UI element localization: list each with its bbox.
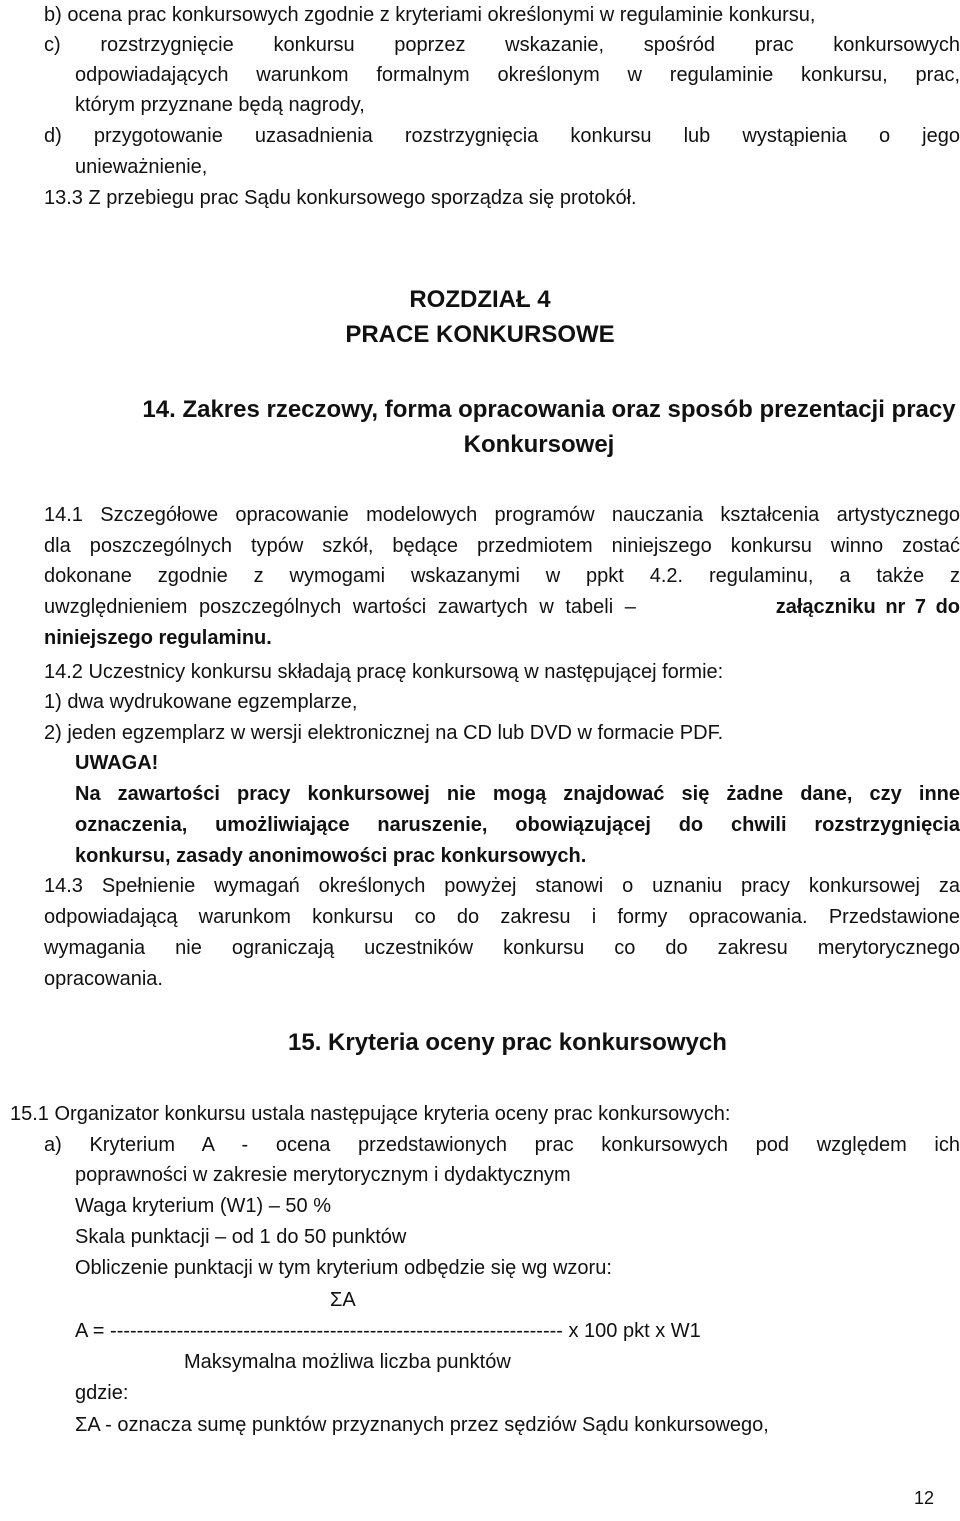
list-item-d-line1: d) przygotowanie uzasadnienia rozstrzygnięcia konkursu lub wystąpienia o jego [44, 125, 960, 147]
sigma-definition: ΣA - oznacza sumę punktów przyznanych przez sędziów Sądu konkursowego, [75, 1414, 769, 1436]
paragraph-14-1-line2: dla poszczególnych typów szkół, będące przedmiotem niniejszego konkursu winno zostać [44, 535, 960, 557]
where-label: gdzie: [75, 1382, 129, 1404]
paragraph-14-1-line1: 14.1 Szczegółowe opracowanie modelowych programów nauczania kształcenia artystycznego [44, 504, 960, 526]
criterion-calculation: Obliczenie punktacji w tym kryterium odbędzie się wg wzoru: [75, 1257, 612, 1279]
list-item-c-line2: odpowiadających warunkom formalnym określonym w regulaminie konkursu, prac, [75, 64, 960, 86]
section-14-heading-line1: 14. Zakres rzeczowy, forma opracowania oraz sposób prezentacji pracy [142, 396, 956, 423]
paragraph-13-3: 13.3 Z przebiegu prac Sądu konkursowego sporządza się protokół. [44, 187, 637, 209]
warning-line3: konkursu, zasady anonimowości prac konkursowych. [75, 845, 587, 867]
warning-line2: oznaczenia, umożliwiające naruszenie, obowiązującej do chwili rozstrzygnięcia [75, 814, 960, 836]
formula-line: A = -------------------------------------------------------------------- x 100 pkt x W1 [75, 1320, 701, 1342]
paragraph-14-3-line3: wymagania nie ograniczają uczestników konkursu co do zakresu merytorycznego [44, 937, 960, 959]
formula-numerator: ΣA [330, 1289, 356, 1311]
paragraph-14-1-line3: dokonane zgodnie z wymogami wskazanymi w ppkt 4.2. regulaminu, a także z [44, 565, 960, 587]
warning-label: UWAGA! [75, 752, 159, 774]
list-item-b: b) ocena prac konkursowych zgodnie z kryteriami określonymi w regulaminie konkursu, [44, 4, 816, 26]
criterion-weight: Waga kryterium (W1) – 50 % [75, 1195, 331, 1217]
list-item-c-line3: którym przyznane będą nagrody, [75, 94, 365, 116]
paragraph-14-3-line4: opracowania. [44, 968, 163, 990]
annex-reference-cont: niniejszego regulaminu. [44, 627, 272, 649]
criterion-a-line2: poprawności w zakresie merytorycznym i dydaktycznym [75, 1164, 571, 1186]
list-item-c-line1: c) rozstrzygnięcie konkursu poprzez wskazanie, spośród prac konkursowych [44, 34, 960, 56]
page-number: 12 [913, 1488, 934, 1508]
paragraph-15-1: 15.1 Organizator konkursu ustala następujące kryteria oceny prac konkursowych: [10, 1103, 731, 1125]
paragraph-14-2-item-1: 1) dwa wydrukowane egzemplarze, [44, 691, 358, 713]
section-14-heading-line2: Konkursowej [463, 431, 615, 458]
paragraph-14-2-item-2: 2) jeden egzemplarz w wersji elektronicznej na CD lub DVD w formacie PDF. [44, 722, 724, 744]
chapter-label: ROZDZIAŁ 4 [409, 286, 551, 313]
criterion-a-line1: a) Kryterium A - ocena przedstawionych prac konkursowych pod względem ich [44, 1134, 960, 1156]
list-item-d-line2: unieważnienie, [75, 156, 208, 178]
formula-denominator: Maksymalna możliwa liczba punktów [184, 1351, 511, 1373]
paragraph-14-2: 14.2 Uczestnicy konkursu składają pracę konkursową w następującej formie: [44, 661, 724, 683]
criterion-scale: Skala punktacji – od 1 do 50 punktów [75, 1226, 407, 1248]
warning-line1: Na zawartości pracy konkursowej nie mogą znajdować się żadne dane, czy inne [75, 783, 960, 805]
annex-reference: załączniku nr 7 do [775, 596, 960, 618]
paragraph-14-1-line4 [44, 592, 960, 622]
section-15-heading: 15. Kryteria oceny prac konkursowych [288, 1029, 727, 1056]
chapter-title: PRACE KONKURSOWE [345, 321, 615, 348]
paragraph-14-1-line4-text: uwzględnieniem poszczególnych wartości zawartych w tabeli – [44, 596, 636, 618]
paragraph-14-3-line2: odpowiadającą warunkom konkursu co do zakresu i formy opracowania. Przedstawione [44, 906, 960, 928]
paragraph-14-3-line1: 14.3 Spełnienie wymagań określonych powyżej stanowi o uznaniu pracy konkursowej za [44, 875, 960, 897]
